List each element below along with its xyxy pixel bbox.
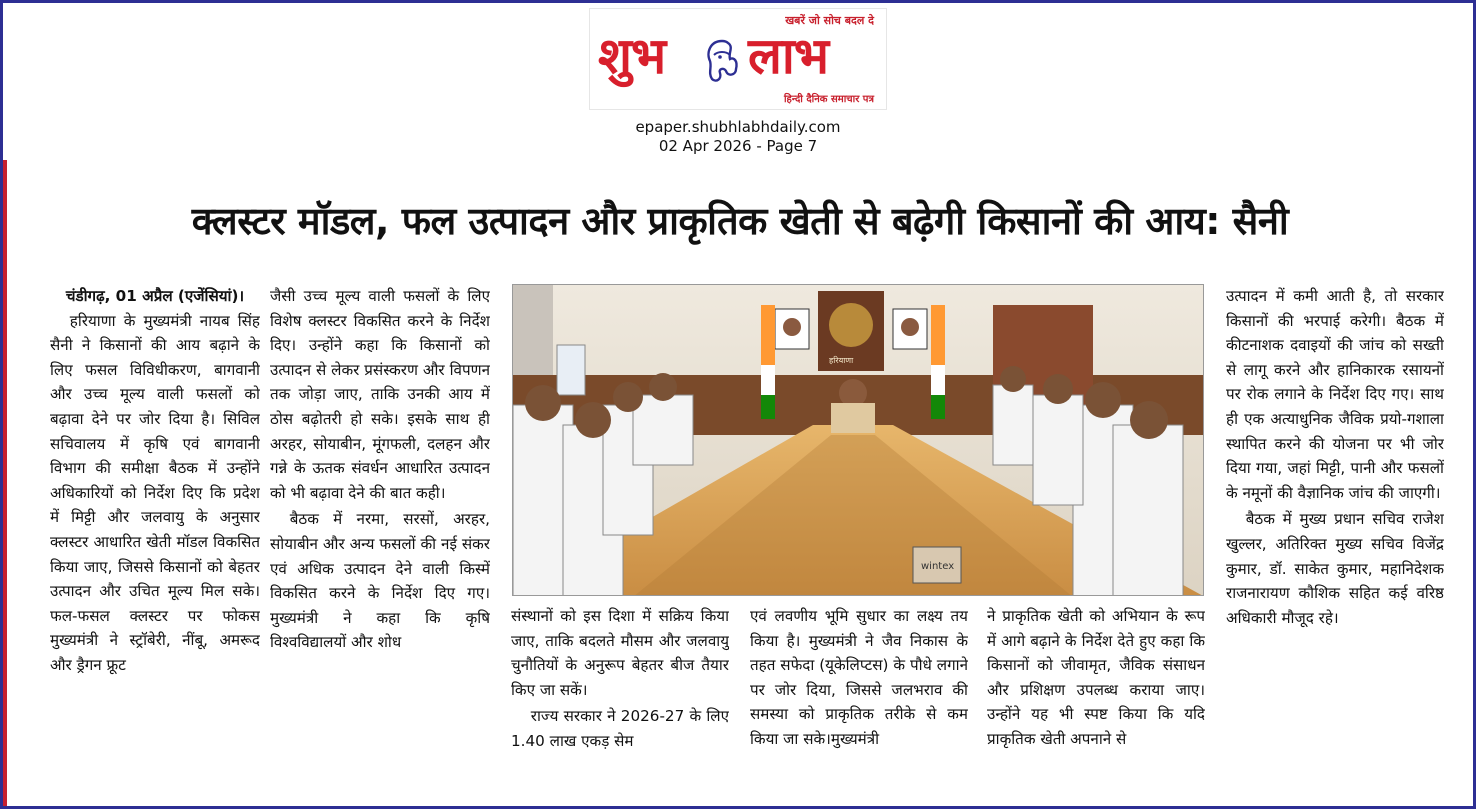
- article-column-2: [270, 284, 490, 796]
- source-url: epaper.shubhlabhdaily.com: [635, 118, 841, 136]
- left-accent-rule: [3, 160, 7, 806]
- article-headline: क्लस्टर मॉडल, फल उत्पादन और प्राकृतिक खेती से बढ़ेगी किसानों की आय: सैनी: [191, 199, 1289, 243]
- ganesha-emblem-icon: [700, 35, 744, 85]
- masthead-tagline: खबरें जो सोच बदल दे: [785, 14, 874, 27]
- meeting-photo: [512, 284, 1204, 596]
- column-6-para-2: बैठक में मुख्य प्रधान सचिव राजेश खुल्लर, अतिरिक्त मुख्य सचिव विजेंद्र कुमार, डॉ. साकेत कुमार, महानिदेशक राजनारायण कौशिक सहित कई वरिष्ठ अधिकारी मौजूद रहे।: [1226, 510, 1444, 627]
- column-2-para-2: बैठक में नरमा, सरसों, अरहर, सोयाबीन और अन्य फसलों की नई संकर एवं अधिक उत्पादन देने वाली किस्में विकसित करने के निर्देश दिए गए। मुख्यमंत्री ने कहा कि कृषि विश्वविद्यालयों और शोध: [270, 510, 490, 652]
- tissue-box-label: wintex: [921, 561, 955, 572]
- column-1-text: हरियाणा के मुख्यमंत्री नायब सिंह सैनी ने किसानों की आय बढ़ाने के लिए फसल विविधीकरण, बागवानी और उच्च मूल्य वाली फसलों को बढ़ावा देने पर जोर दिया है। सिविल सचिवालय में कृषि एवं बागवानी विभाग की समीक्षा बैठक में उन्होंने अधिकारियों को निर्देश दिए कि प्रदेश में मिट्टी और जलवायु के अनुसार क्लस्टर आधारित खेती मॉडल विकसित किया जाए, जिससे किसानों को बेहतर उत्पादन और उचित मूल्य मिल सके। फल-फसल क्लस्टर पर फोकस मुख्यमंत्री ने स्ट्रॉबेरी, नींबू, अमरूद और ड्रैगन फ्रूट: [50, 311, 260, 674]
- column-6-para-1: उत्पादन में कमी आती है, तो सरकार किसानों की भरपाई करेगी। बैठक में कीटनाशक दवाइयों की जांच को सख्ती से लागू करने और हानिकारक रसायनों पर रोक लगाने के निर्देश दिए गए। साथ ही एक अत्याधुनिक जैविक प्रयो-गशाला स्थापित करने की योजना पर भी जोर दिया गया, जहां मिट्टी, पानी और फसलों के नमूनों की वैज्ञानिक जांच की जाएगी।: [1226, 287, 1444, 502]
- column-4-text: एवं लवणीय भूमि सुधार का लक्ष्य तय किया है। मुख्यमंत्री ने जैव निकास के तहत सफेदा (यूकेलिप्टस) के पौधे लगाने पर जोर दिया, जिससे जलभराव की समस्या को प्राकृतिक तरीके से कम किया जा सके।मुख्यमंत्री: [750, 607, 968, 748]
- article-dateline: चंडीगढ़, 01 अप्रैल (एजेंसियां)।: [65, 287, 245, 305]
- article-column-3: [511, 604, 729, 799]
- column-3-para-2: राज्य सरकार ने 2026-27 के लिए 1.40 लाख एकड़ सेम: [511, 707, 729, 750]
- article-column-4: [750, 604, 968, 799]
- masthead-subtitle: हिन्दी दैनिक समाचार पत्र: [783, 94, 874, 105]
- column-2-para-1: जैसी उच्च मूल्य वाली फसलों के लिए विशेष क्लस्टर विकसित करने के निर्देश दिए। उन्होंने कहा कि किसानों को उत्पादन से लेकर प्रसंस्करण और विपणन तक जोड़ा जाए, ताकि उनकी आय में ठोस बढ़ोतरी हो सके। इसके साथ ही अरहर, सोयाबीन, मूंगफली, दलहन और गन्ने के ऊतक संवर्धन आधारित उत्पादन को भी बढ़ावा देने की बात कही।: [270, 287, 490, 502]
- article-column-1: [50, 284, 260, 796]
- state-emblem-caption: हरियाणा: [829, 356, 854, 365]
- brand-word-labh: लाभ: [748, 27, 828, 85]
- article-column-5: [987, 604, 1205, 799]
- masthead-logo: [589, 8, 887, 110]
- source-date-page: 02 Apr 2026 - Page 7: [658, 137, 818, 155]
- column-3-para-1: संस्थानों को इस दिशा में सक्रिय किया जाए, ताकि बदलते मौसम और जलवायु चुनौतियों के अनुरूप बेहतर बीज तैयार किए जा सकें।: [511, 607, 729, 699]
- brand-word-shubh: शुभ: [598, 27, 666, 85]
- column-5-text: ने प्राकृतिक खेती को अभियान के रूप में आगे बढ़ाने के निर्देश देते हुए कहा कि किसानों को जीवामृत, जैविक संसाधन और प्रशिक्षण उपलब्ध कराया जाए। उन्होंने यह भी स्पष्ट किया कि यदि प्राकृतिक खेती अपनाने से: [987, 607, 1205, 748]
- article-column-6: [1226, 284, 1444, 796]
- source-info: [589, 118, 887, 156]
